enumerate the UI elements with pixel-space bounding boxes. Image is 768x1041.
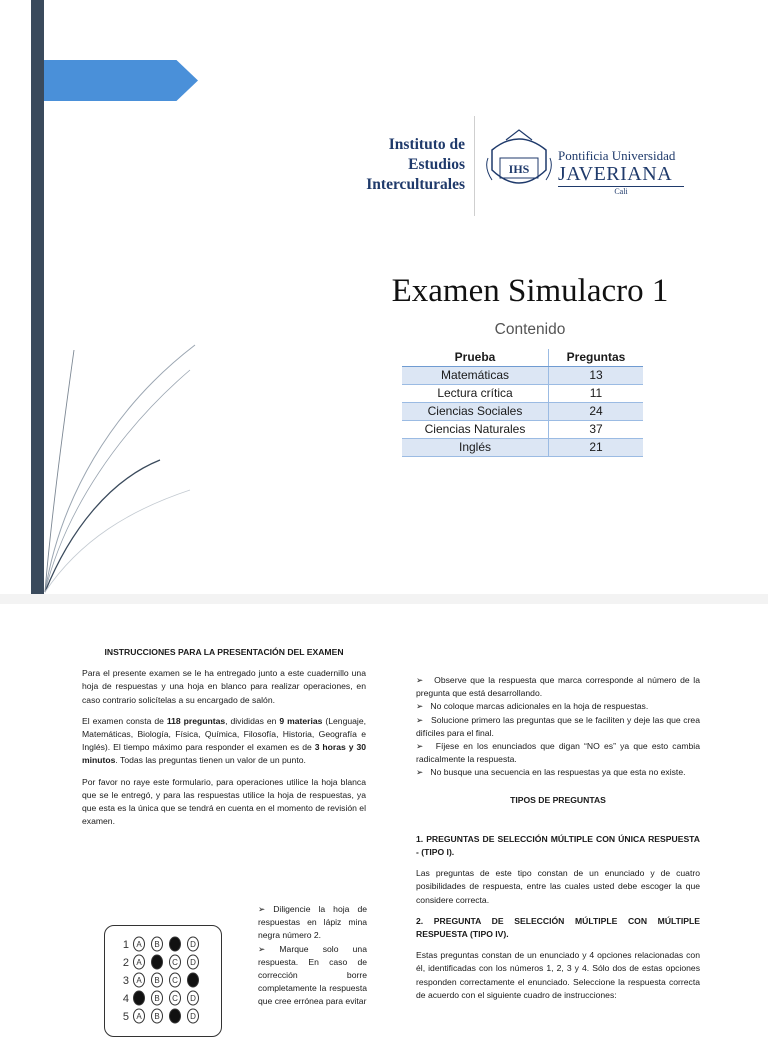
answer-bubble-letter: C (172, 976, 178, 985)
answer-sheet-row-number: 4 (122, 993, 129, 1005)
instructions-right-column (416, 674, 700, 1010)
answer-sheet-row-number: 3 (122, 975, 129, 987)
answer-bubble-filled (134, 991, 145, 1005)
question-type-1-text: Las preguntas de este tipo constan de un enunciado y de cuatro posibilidades de respuesta, entre las cuales usted debe escoger la que considere correcta. (416, 868, 700, 905)
answer-bubble-filled (152, 955, 163, 969)
decorative-swoosh (40, 330, 200, 595)
answer-sheet-illustration (104, 925, 222, 1037)
instructions-paragraph-3: Por favor no raye este formulario, para operaciones utilice la hoja blanca que se le entregó, y para las respuestas utilice la hoja de respuestas, ya que esta es la única que se tendrá en cuenta en el momento de revisión el examen. (82, 776, 366, 827)
institute-logo-text: Instituto de Estudios Interculturales (366, 136, 465, 193)
answer-bubble-letter: C (172, 994, 178, 1003)
list-item: ➢ Observe que la respuesta que marca corresponde al número de la pregunta que está desarrollando. (416, 675, 701, 699)
answer-bubble-letter: B (154, 976, 160, 985)
answer-bubble-filled (170, 1009, 181, 1023)
answer-sheet-row-number: 1 (122, 939, 129, 951)
list-item: ➢ Diligencie la hoja de respuestas en lápiz mina negra número 2. (258, 904, 367, 941)
logo-divider (474, 116, 475, 216)
instructions-heading: INSTRUCCIONES PARA LA PRESENTACIÓN DEL EXAMEN (104, 647, 344, 657)
answer-bubble-letter: C (172, 958, 178, 967)
table-row: Lectura crítica 11 (402, 385, 643, 403)
list-item: ➢ Fíjese en los enunciados que digan “NO es” ya que esto cambia radicalmente la respuesta. (416, 741, 700, 765)
answer-bubble-letter: B (154, 940, 160, 949)
question-type-2-text: Estas preguntas constan de un enunciado y 4 opciones relacionadas con él, identificadas con los números 1, 2, 3 y 4. Sólo dos de estas opciones responden correctamente el enunciado. Seleccione la respuesta correcta de acuerdo con el siguiente cuadro de instrucciones: (416, 950, 700, 1000)
contents-header-prueba: Prueba (402, 349, 549, 367)
exam-title: Examen Simulacro 1 (391, 273, 669, 309)
answer-bubble-letter: B (154, 1012, 160, 1021)
university-logo-text: Pontificia Universidad JAVERIANA Cali (558, 148, 684, 196)
instructions-side-bullets (258, 903, 367, 1009)
answer-bubble-letter: A (136, 958, 142, 967)
cover-arrow-tab (44, 60, 198, 101)
university-crest-icon (484, 128, 554, 196)
question-type-1-title: 1. PREGUNTAS DE SELECCIÓN MÚLTIPLE CON ÚNICA RESPUESTA - (TIPO I). (416, 833, 700, 858)
list-item: ➢ No coloque marcas adicionales en la hoja de respuestas. (416, 701, 649, 712)
answer-bubble-filled (170, 937, 181, 951)
page-gap (0, 594, 768, 604)
answer-sheet-row-number: 5 (122, 1011, 129, 1023)
table-row: Inglés 21 (402, 439, 643, 457)
answer-bubble-letter: D (190, 940, 196, 949)
answer-bubble-letter: A (136, 940, 142, 949)
table-row: Matemáticas 13 (402, 367, 643, 385)
instructions-left-column (82, 646, 366, 836)
table-row: Ciencias Sociales 24 (402, 403, 643, 421)
answer-sheet-row-number: 2 (122, 957, 129, 969)
contents-subtitle: Contenido (494, 321, 566, 338)
table-row: Ciencias Naturales 37 (402, 421, 643, 439)
question-type-2-title: 2. PREGUNTA DE SELECCIÓN MÚLTIPLE CON MÚLTIPLE RESPUESTA (TIPO IV). (416, 915, 700, 940)
answer-bubble-filled (188, 973, 199, 987)
list-item: ➢ Solucione primero las preguntas que se le faciliten y deje las que crea difíciles para el final. (416, 714, 700, 738)
answer-sheet-bubbles (105, 926, 221, 1036)
instructions-paragraph-1: Para el presente examen se le ha entregado junto a este cuadernillo una hoja de respuestas y una hoja en blanco para realizar operaciones, en caso contrario solicítelas a su encargado de salón. (82, 668, 366, 705)
answer-bubble-letter: A (136, 976, 142, 985)
contents-table (402, 349, 643, 457)
answer-bubble-letter: D (190, 994, 196, 1003)
answer-bubble-letter: B (154, 994, 160, 1003)
answer-bubble-letter: D (190, 958, 196, 967)
contents-header-preguntas: Preguntas (549, 349, 644, 367)
svg-text:IHS: IHS (508, 162, 530, 176)
question-types-heading: TIPOS DE PREGUNTAS (510, 794, 606, 805)
list-item: ➢ Marque solo una respuesta. En caso de corrección borre completamente la respuesta que cree errónea para evitar (258, 943, 367, 1007)
instructions-paragraph-2: El examen consta de 118 preguntas, divididas en 9 materias (Lenguaje, Matemáticas, Biología, Física, Química, Filosofía, Historia, Geografía e Inglés). El tiempo máximo para responder el examen es de 3 horas y 30 minutos. Todas las preguntas tienen un valor de un punto. (82, 715, 367, 766)
answer-bubble-letter: D (190, 1012, 196, 1021)
list-item: ➢ No busque una secuencia en las respuestas ya que esta no existe. (416, 767, 686, 778)
answer-bubble-letter: A (136, 1012, 142, 1021)
